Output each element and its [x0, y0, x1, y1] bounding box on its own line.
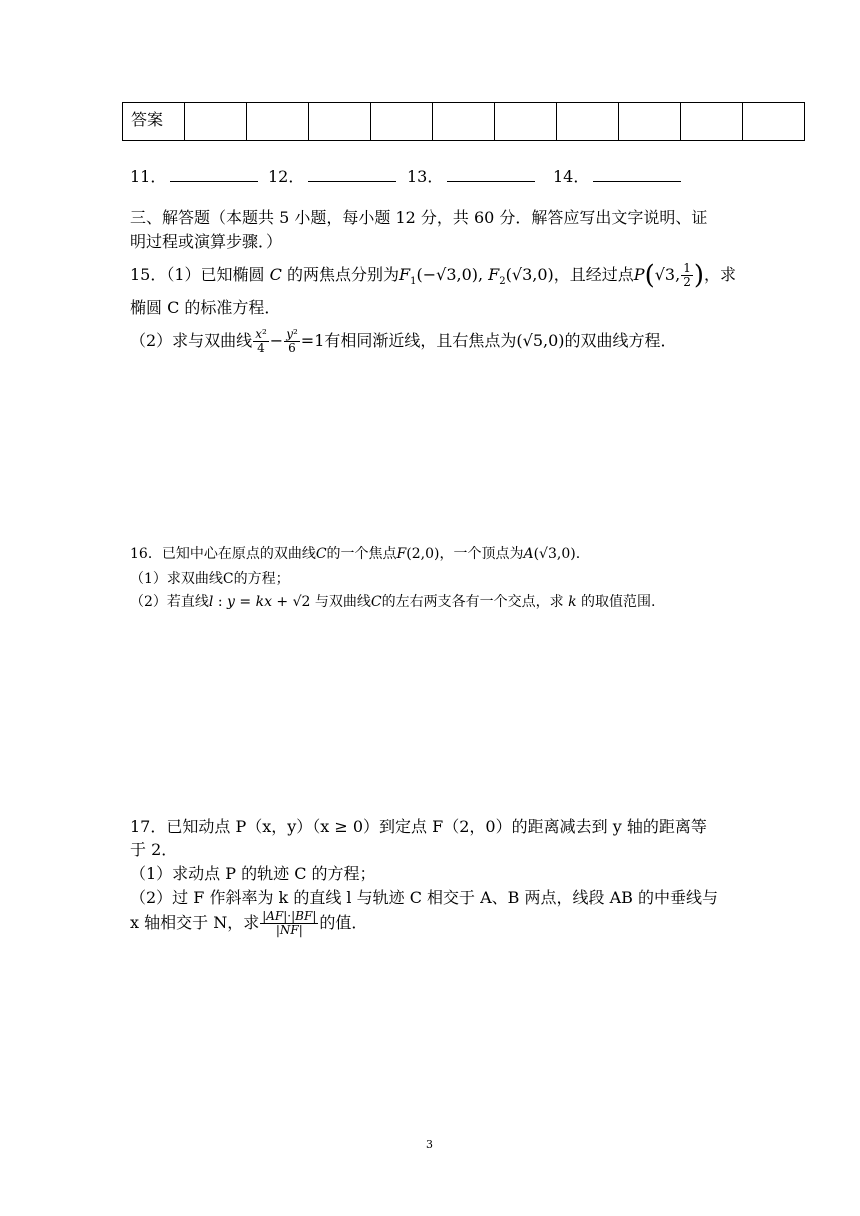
answer-cell[interactable] — [495, 103, 557, 141]
q17-stem-cont: 于 2． — [130, 840, 178, 859]
fraction: $\frac{|AF|\cdot|BF|}{|NF|}$ — [262, 909, 317, 937]
answer-cell[interactable] — [433, 103, 495, 141]
q16-text: 16．已知中心在原点的双曲线 — [130, 546, 316, 562]
fill-in-13 — [407, 164, 535, 187]
q16-part2: （2）若直线l : y = kx + √2 与双曲线C的左右两支各有一个交点，求 k 的取值范围. — [130, 594, 656, 610]
q16-text: ，一个顶点为 — [439, 546, 524, 562]
q17-part1: （1）求动点 P 的轨迹 C 的方程； — [130, 864, 376, 883]
q15-foci: $F_1(-√3,0)$, $F_2(√3,0)$ — [398, 265, 554, 288]
q15-part1-cont: 椭圆 C 的标准方程． — [130, 298, 281, 317]
q15-text: 的两焦点分别为 — [281, 265, 399, 284]
q16-part1: （1）求双曲线C的方程； — [130, 571, 290, 587]
q17-part2: （2）过 F 作斜率为 k 的直线 l 与轨迹 C 相交于 A、B 两点，线段 AB 的中垂线与 — [130, 888, 718, 907]
answer-cell[interactable] — [619, 103, 681, 141]
q16-text: 的取值范围. — [581, 594, 656, 610]
q16-text: 与双曲线 — [314, 594, 371, 610]
q16-stem: 16．已知中心在原点的双曲线C的一个焦点F(2,0)，一个顶点为A(√3,0). — [130, 546, 581, 562]
fraction: $\frac{\text{x²}}{4}$ — [255, 327, 267, 355]
answer-cell[interactable] — [185, 103, 247, 141]
fill-in-label: 12． — [268, 167, 305, 186]
fraction: $\frac{\text{y²}}{6}$ — [286, 327, 298, 355]
q15-text: 有相同渐近线，且右焦点为 — [324, 331, 517, 350]
fill-in-blank[interactable] — [170, 167, 258, 182]
fill-in-blank[interactable] — [447, 167, 535, 182]
fill-in-label: 11． — [130, 167, 167, 186]
answer-header: 答案 — [123, 103, 185, 141]
q17-part2-cont — [130, 910, 367, 937]
fill-in-12 — [268, 164, 396, 187]
q15-text: 15．（1）已知椭圆 — [130, 265, 270, 284]
answer-cell[interactable] — [371, 103, 433, 141]
q15-part1: 15．（1）已知椭圆 C 的两焦点分别为$F_1(-√3,0)$, $F_2(√3,0)$，且经过点P(√3, $\frac{1}{2}$ )，求 — [130, 260, 736, 291]
fill-in-11 — [130, 164, 258, 187]
fill-in-blank[interactable] — [308, 167, 396, 182]
fill-in-14 — [553, 164, 681, 187]
section-heading-cont: 明过程或演算步骤．） — [130, 232, 283, 251]
fill-in-label: 14． — [553, 167, 590, 186]
q17-stem: 17．已知动点 P（x，y）（x ≥ 0）到定点 F（2，0）的距离减去到 y 轴的距离等 — [130, 817, 707, 836]
answer-cell[interactable] — [309, 103, 371, 141]
answer-cell[interactable] — [681, 103, 743, 141]
q15-part2: （2）求与双曲线 $\frac{\text{x²}}{4}$ − $\frac{\text{y²}}{6}$ =1有相同渐近线，且右焦点为(√5,0)的双曲线方程． — [130, 327, 677, 355]
answer-cell[interactable] — [557, 103, 619, 141]
fill-in-blank[interactable] — [593, 167, 681, 182]
answer-cell[interactable] — [743, 103, 805, 141]
fill-in-label: 13． — [407, 167, 444, 186]
q17-text: 的值． — [319, 913, 368, 932]
section-heading: 三、解答题（本题共 5 小题，每小题 12 分，共 60 分．解答应写出文字说明、证 — [130, 208, 708, 227]
answer-table — [122, 102, 805, 141]
fraction: $\frac{1}{2}$ — [683, 261, 691, 289]
q17-text: x 轴相交于 N，求 — [130, 913, 260, 932]
q16-text: 的一个焦点 — [326, 546, 397, 562]
answer-row — [123, 103, 805, 141]
q15-text: （2）求与双曲线 — [130, 331, 253, 350]
answer-cell[interactable] — [247, 103, 309, 141]
q16-text: （2）若直线 — [130, 594, 209, 610]
q15-text: 的双曲线方程． — [564, 331, 677, 350]
page-number: 3 — [426, 1138, 433, 1151]
q16-text: 的左右两支各有一个交点，求 — [381, 594, 564, 610]
q15-point: (√5,0) — [516, 331, 565, 350]
q15-text: ，且经过点 — [553, 265, 634, 284]
q15-text: ，求 — [703, 265, 736, 284]
